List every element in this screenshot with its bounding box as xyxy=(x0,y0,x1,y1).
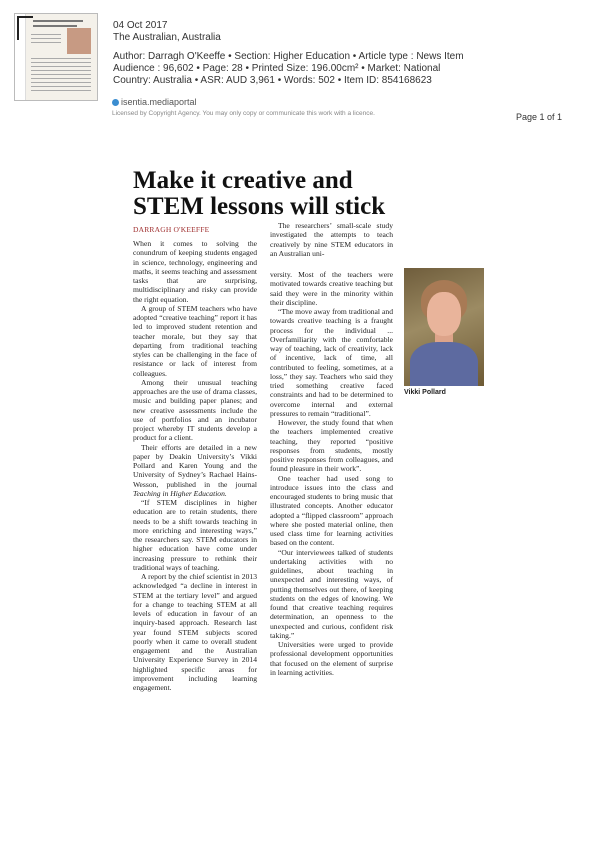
publication-name: The Australian, Australia xyxy=(113,32,221,44)
paragraph: A report by the chief scientist in 2013 acknowledged “a decline in interest in STEM at the tertiary level” and argued for a change to teaching STEM at all levels of education in favour of an inquiry-based approach. Research last year found STEM subjects scored poorly when it came to overall student engagement and the Australian University Experience Survey in 2014 highlighted specific areas for improvement including learning engagement. xyxy=(133,572,257,692)
photo-caption: Vikki Pollard xyxy=(404,389,446,396)
paragraph: versity. Most of the teachers were motivated towards creative teaching but said they were in the minority within their discipline. xyxy=(270,270,393,307)
paragraph: “The move away from traditional and towards creative teaching is a fraught process for the individual ... Overfamiliarity with the comfortable way of teaching, lack of creativity, lack of incentive, lack of time, all contributed to feeling, sometimes, at a loss,” they say. Teachers who said they tried something creative faced constraints and had to be determined to overcome internal and external pressures to remain “traditional”. xyxy=(270,307,393,418)
article-headline: Make it creative and STEM lessons will stick xyxy=(133,167,386,220)
paragraph: One teacher had used song to introduce issues into the class and encouraged students to bring music that illustrated concepts. Another educator adopted a “flipped classroom” approach where she posted material online, then used class time for learning activities based on the content. xyxy=(270,473,393,548)
portrait-photo xyxy=(404,268,484,386)
metadata-line-country: Country: Australia • ASR: AUD 3,961 • Words: 502 • Item ID: 854168623 xyxy=(113,75,432,87)
isentia-logo-icon xyxy=(112,99,119,106)
isentia-logo xyxy=(112,97,197,107)
paragraph: “Our interviewees talked of students undertaking activities with no guidelines, about teaching in unexpected and interesting ways, of putting themselves out there, of keeping students on the edges of knowing. We found that creative teaching requires determination, an openness to the unexpected and curious, confident risk taking.” xyxy=(270,547,393,640)
metadata-line-audience: Audience : 96,602 • Page: 28 • Printed Size: 196.00cm² • Market: National xyxy=(113,62,441,74)
paragraph: The researchers’ small-scale study investigated the attempts to teach creatively by nine STEM educators in an Australian uni- xyxy=(270,221,393,258)
page-indicator: Page 1 of 1 xyxy=(515,112,562,122)
clipping-thumbnail xyxy=(14,13,98,101)
licence-notice: Licensed by Copyright Agency. You may only copy or communicate this work with a licence. xyxy=(112,110,375,117)
metadata-line-author: Author: Darragh O'Keeffe • Section: Higher Education • Article type : News Item xyxy=(113,50,464,62)
paragraph: When it comes to solving the conundrum of keeping students engaged in science, technology, engineering and maths, it seems teaching and assessment tasks that are surprising, multidisciplinary and risky can provide the right equation. xyxy=(133,239,257,304)
clipping-metadata xyxy=(113,20,464,87)
paragraph: However, the study found that when the teachers implemented creative teaching, they reported “positive responses from students, mostly positive responses from colleagues, and found pleasure in their work”. xyxy=(270,418,393,474)
paragraph: Universities were urged to provide professional development opportunities that focused on the element of surprise in learning activities. xyxy=(270,640,393,677)
paragraph: Their efforts are detailed in a new paper by Deakin University’s Vikki Pollard and Karen Young and the University of Sydney’s Rachael Hains-Wesson, published in the journal Teaching in Higher Education. xyxy=(133,442,257,498)
paragraph: “If STEM disciplines in higher education are to retain students, there needs to be a shift towards teaching in more enriching and interesting ways,” the researchers say. STEM educators in higher education have come under increasing pressure to rethink their traditional ways of teaching. xyxy=(133,498,257,572)
paragraph: A group of STEM teachers who have adopted “creative teaching” report it has led to improved student retention and teacher morale, but they say that departing from traditional teaching styles can be challenging in the face of resistance or lack of interest from colleagues. xyxy=(133,303,257,378)
article-byline: DARRAGH O'KEEFFE xyxy=(133,225,210,234)
article-column-2 xyxy=(270,221,393,677)
paragraph: Among their unusual teaching approaches are the use of drama classes, music and building paper planes; and new creative assessments include the use of portfolios and an incubator project whereby IT students develop a product for a client. xyxy=(133,377,257,443)
journal-title: Teaching in Higher Education. xyxy=(133,488,227,498)
clipping-date: 04 Oct 2017 xyxy=(113,20,168,31)
isentia-logo-text: isentia.mediaportal xyxy=(121,97,197,107)
article-column-1 xyxy=(133,239,257,692)
